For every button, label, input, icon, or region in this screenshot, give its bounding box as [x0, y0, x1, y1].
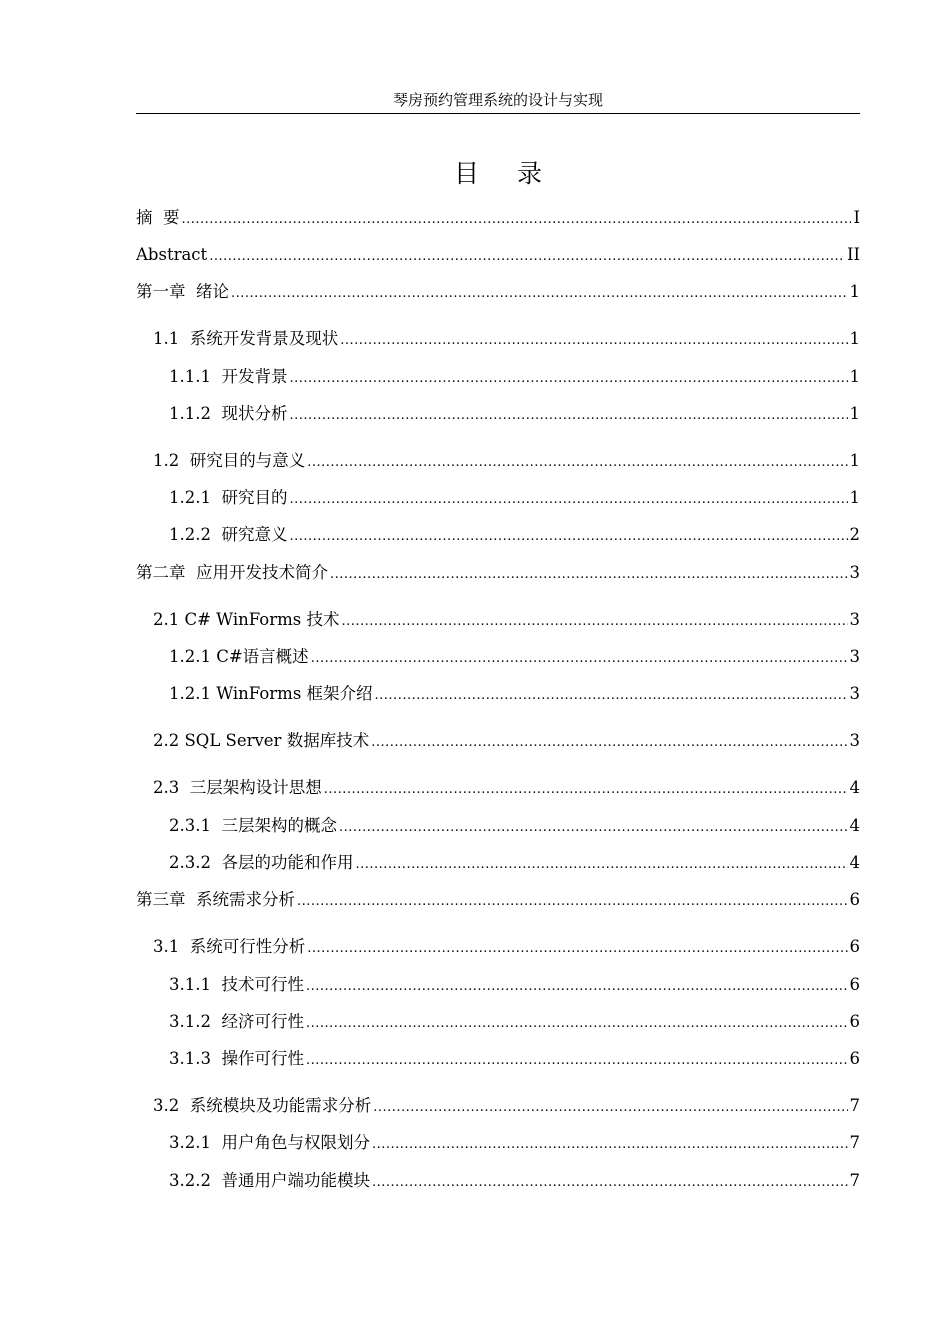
toc-entry[interactable] — [169, 402, 860, 426]
toc-entry[interactable] — [169, 645, 860, 669]
toc-dot-leader — [182, 208, 852, 232]
toc-entry-page: 2 — [849, 525, 860, 544]
toc-entry-label: 1.2 研究目的与意义 — [153, 451, 306, 470]
toc-entry-page: 7 — [849, 1096, 860, 1115]
toc-entry-page: 3 — [849, 610, 860, 629]
toc-entry[interactable] — [169, 1169, 860, 1193]
toc-entry-page: 4 — [849, 853, 860, 872]
toc-entry[interactable] — [136, 561, 860, 585]
toc-entry-page: 4 — [849, 816, 860, 835]
toc-entry[interactable] — [169, 486, 860, 510]
toc-entry-page: I — [853, 208, 860, 227]
toc-dot-leader — [289, 525, 847, 549]
toc-entry[interactable] — [136, 206, 860, 230]
toc-entry[interactable] — [153, 776, 860, 800]
toc-entry-label: 1.2.1 WinForms 框架介绍 — [169, 684, 373, 703]
toc-entry-page: 1 — [849, 404, 860, 423]
toc-entry-page: 3 — [849, 563, 860, 582]
toc-entry-page: 6 — [849, 1049, 860, 1068]
toc-entry-page: 1 — [849, 451, 860, 470]
toc-dot-leader — [330, 563, 848, 587]
toc-dot-leader — [375, 684, 848, 708]
toc-dot-leader — [311, 647, 848, 671]
toc-entry[interactable] — [136, 888, 860, 912]
toc-dot-leader — [372, 1171, 848, 1195]
header-rule — [136, 113, 860, 114]
toc-dot-leader — [372, 1133, 848, 1157]
toc-entry[interactable] — [169, 682, 860, 706]
toc-entry[interactable] — [153, 327, 860, 351]
toc-entry[interactable] — [153, 935, 860, 959]
toc-entry-page: 4 — [849, 778, 860, 797]
toc-dot-leader — [306, 1012, 848, 1036]
toc-entry-page: 3 — [849, 731, 860, 750]
toc-entry-label: 2.3.1 三层架构的概念 — [169, 816, 337, 835]
toc-entry[interactable] — [169, 814, 860, 838]
toc-dot-leader — [297, 890, 848, 914]
toc-entry[interactable] — [169, 523, 860, 547]
toc-entry-label: 2.3 三层架构设计思想 — [153, 778, 322, 797]
toc-entry-label: 1.2.2 研究意义 — [169, 525, 288, 544]
toc-entry-label: 2.3.2 各层的功能和作用 — [169, 853, 354, 872]
toc-entry-label: 1.2.1 研究目的 — [169, 488, 288, 507]
toc-entry-page: II — [846, 245, 860, 264]
toc-entry-page: 3 — [849, 647, 860, 666]
toc-entry-label: 3.1 系统可行性分析 — [153, 937, 306, 956]
toc-entry-label: 摘 要 — [136, 208, 180, 227]
toc-entry-page: 1 — [849, 329, 860, 348]
toc-entry-label: 2.1 C# WinForms 技术 — [153, 610, 340, 629]
toc-entry-label: 1.1.2 现状分析 — [169, 404, 288, 423]
toc-entry-label: 第三章 系统需求分析 — [136, 890, 295, 909]
toc-entry-label: 第二章 应用开发技术简介 — [136, 563, 328, 582]
toc-title: 目录 — [453, 159, 580, 188]
toc-dot-leader — [307, 937, 847, 961]
toc-entry-label: 1.1.1 开发背景 — [169, 367, 288, 386]
toc-dot-leader — [340, 329, 847, 353]
toc-dot-leader — [355, 853, 847, 877]
toc-dot-leader — [306, 1049, 848, 1073]
toc-entry-label: 2.2 SQL Server 数据库技术 — [153, 731, 370, 750]
toc-entry-page: 6 — [849, 890, 860, 909]
toc-entry-label: 第一章 绪论 — [136, 282, 229, 301]
toc-entry[interactable] — [169, 365, 860, 389]
toc-entry[interactable] — [136, 280, 860, 304]
toc-entry[interactable] — [136, 243, 860, 267]
toc-entry-label: 3.2 系统模块及功能需求分析 — [153, 1096, 372, 1115]
toc-dot-leader — [231, 282, 848, 306]
toc-entry-label: 3.1.3 操作可行性 — [169, 1049, 304, 1068]
toc-entry[interactable] — [153, 729, 860, 753]
toc-entry-label: 1.1 系统开发背景及现状 — [153, 329, 339, 348]
toc-entry[interactable] — [153, 1094, 860, 1118]
toc-entry[interactable] — [169, 851, 860, 875]
toc-entry-page: 1 — [849, 367, 860, 386]
toc-entry-label: 3.2.2 普通用户端功能模块 — [169, 1171, 370, 1190]
toc-entry[interactable] — [169, 1047, 860, 1071]
toc-entry[interactable] — [169, 1131, 860, 1155]
toc-entry-label: Abstract — [136, 245, 208, 264]
toc-dot-leader — [373, 1096, 847, 1120]
toc-entry[interactable] — [169, 973, 860, 997]
toc-dot-leader — [209, 245, 845, 269]
running-header: 琴房预约管理系统的设计与实现 — [392, 91, 603, 109]
toc-entry-page: 1 — [849, 488, 860, 507]
toc-entry-page: 7 — [849, 1171, 860, 1190]
toc-entry-page: 6 — [849, 937, 860, 956]
toc-entry[interactable] — [153, 608, 860, 632]
toc-entry[interactable] — [169, 1010, 860, 1034]
toc-entry-label: 3.2.1 用户角色与权限划分 — [169, 1133, 370, 1152]
toc-dot-leader — [289, 488, 847, 512]
toc-entry-page: 7 — [849, 1133, 860, 1152]
toc-dot-leader — [289, 404, 847, 428]
toc-entry-label: 3.1.2 经济可行性 — [169, 1012, 304, 1031]
toc-entry-page: 1 — [849, 282, 860, 301]
toc-dot-leader — [306, 975, 848, 999]
toc-entry[interactable] — [153, 449, 860, 473]
toc-dot-leader — [324, 778, 848, 802]
toc-entry-page: 6 — [849, 1012, 860, 1031]
toc-dot-leader — [289, 367, 847, 391]
toc-entry-page: 3 — [849, 684, 860, 703]
toc-entry-page: 6 — [849, 975, 860, 994]
toc-dot-leader — [341, 610, 847, 634]
toc-dot-leader — [307, 451, 847, 475]
toc-dot-leader — [339, 816, 848, 840]
toc-entry-label: 3.1.1 技术可行性 — [169, 975, 304, 994]
toc-dot-leader — [371, 731, 847, 755]
toc-entry-label: 1.2.1 C#语言概述 — [169, 647, 309, 666]
